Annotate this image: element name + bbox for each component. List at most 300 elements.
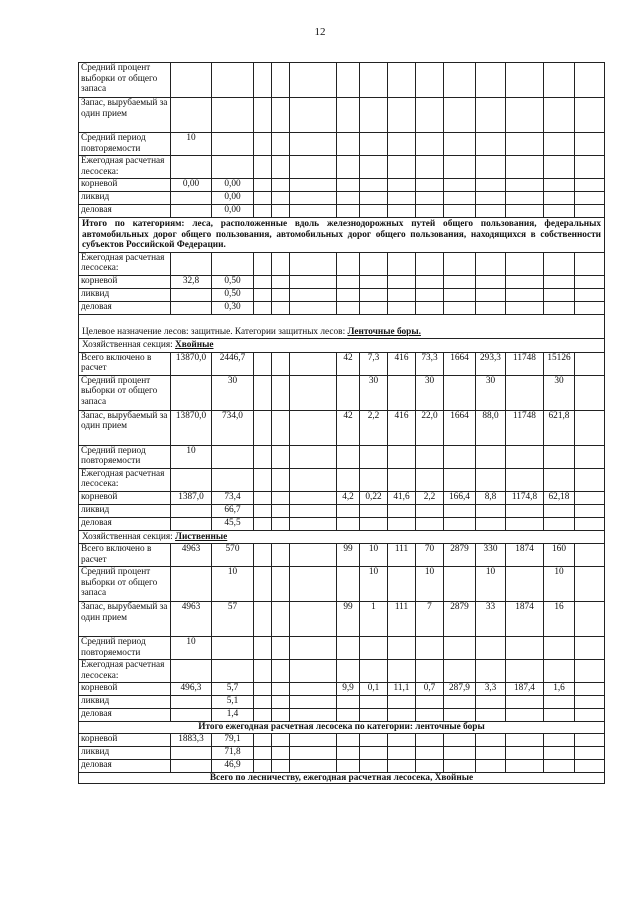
table-cell xyxy=(272,375,290,410)
table-cell xyxy=(416,733,444,746)
table-cell: 15126 xyxy=(544,352,575,375)
section-roadside-forests xyxy=(79,63,605,218)
table-cell xyxy=(388,696,416,709)
table-cell xyxy=(171,301,212,314)
table-cell xyxy=(388,63,416,98)
table-cell xyxy=(476,192,506,205)
economic-section-value: Хвойные xyxy=(175,340,214,350)
table-cell xyxy=(337,179,360,192)
deciduous-heading xyxy=(79,530,605,544)
table-cell: 1664 xyxy=(444,410,476,445)
table-cell xyxy=(575,491,605,504)
economic-section-value: Лиственные xyxy=(175,531,228,542)
table-row xyxy=(79,288,605,301)
table-cell xyxy=(388,709,416,722)
table-cell: 41,6 xyxy=(388,491,416,504)
table-cell xyxy=(506,133,544,156)
table-row xyxy=(79,759,605,772)
table-cell xyxy=(506,746,544,759)
table-cell xyxy=(254,156,272,179)
table-cell: 1664 xyxy=(444,352,476,375)
table-cell xyxy=(476,252,506,275)
table-cell xyxy=(171,660,212,683)
table-cell xyxy=(290,205,337,218)
table-cell: 13870,0 xyxy=(171,410,212,445)
table-cell xyxy=(272,179,290,192)
table-cell xyxy=(254,410,272,445)
table-cell xyxy=(290,301,337,314)
table-cell xyxy=(254,733,272,746)
table-cell xyxy=(272,544,290,567)
table-cell: 99 xyxy=(337,602,360,637)
table-cell xyxy=(444,746,476,759)
table-cell xyxy=(337,205,360,218)
page-number: 12 xyxy=(314,26,326,38)
table-cell: 1174,8 xyxy=(506,491,544,504)
table-cell xyxy=(506,696,544,709)
table-cell xyxy=(171,156,212,179)
table-cell xyxy=(290,98,337,133)
table-cell xyxy=(254,517,272,530)
table-cell xyxy=(416,179,444,192)
table-cell: 570 xyxy=(212,544,254,567)
table-cell: 1387,0 xyxy=(171,491,212,504)
table-cell: 0,30 xyxy=(212,301,254,314)
table-row xyxy=(79,491,605,504)
table-cell xyxy=(544,252,575,275)
table-cell xyxy=(416,205,444,218)
table-cell xyxy=(416,660,444,683)
table-row xyxy=(79,63,605,98)
table-cell xyxy=(290,544,337,567)
table-cell xyxy=(444,179,476,192)
table-cell xyxy=(290,352,337,375)
row-label: Средний процент выборки от общего запаса xyxy=(79,375,171,410)
table-cell xyxy=(388,445,416,468)
table-cell xyxy=(388,567,416,602)
table-cell xyxy=(544,288,575,301)
table-cell: 10 xyxy=(360,544,388,567)
table-cell xyxy=(171,759,212,772)
table-cell xyxy=(416,468,444,491)
table-cell xyxy=(290,709,337,722)
table-cell xyxy=(360,156,388,179)
table-cell xyxy=(171,192,212,205)
table-cell xyxy=(212,133,254,156)
table-cell xyxy=(575,504,605,517)
forest-purpose-value: Ленточные боры. xyxy=(347,326,421,337)
table-row xyxy=(79,468,605,491)
table-cell: 734,0 xyxy=(212,410,254,445)
table-cell: 88,0 xyxy=(476,410,506,445)
table-cell xyxy=(171,63,212,98)
table-cell xyxy=(544,179,575,192)
row-label: Средний период повторяемости xyxy=(79,445,171,468)
table-cell xyxy=(272,696,290,709)
table-cell xyxy=(360,696,388,709)
economic-section-deciduous xyxy=(79,530,605,544)
table-cell xyxy=(575,683,605,696)
table-cell: 1874 xyxy=(506,544,544,567)
table-cell xyxy=(272,517,290,530)
table-row xyxy=(79,352,605,375)
table-row xyxy=(79,98,605,133)
table-cell: 2,2 xyxy=(416,491,444,504)
table-cell xyxy=(388,133,416,156)
table-cell: 10 xyxy=(360,567,388,602)
table-cell xyxy=(254,275,272,288)
table-cell xyxy=(272,275,290,288)
table-cell xyxy=(575,275,605,288)
table-cell: 2879 xyxy=(444,602,476,637)
table-cell xyxy=(506,445,544,468)
table-cell xyxy=(444,517,476,530)
row-label: Ежегодная расчетная лесосека: xyxy=(79,156,171,179)
table-cell xyxy=(444,637,476,660)
table-cell xyxy=(212,637,254,660)
table-cell xyxy=(575,637,605,660)
table-cell xyxy=(272,746,290,759)
table-cell xyxy=(444,504,476,517)
table-row xyxy=(79,205,605,218)
table-cell xyxy=(388,275,416,288)
table-cell xyxy=(575,205,605,218)
table-cell xyxy=(171,288,212,301)
table-cell: 0,7 xyxy=(416,683,444,696)
table-cell xyxy=(544,709,575,722)
table-cell xyxy=(272,504,290,517)
table-cell xyxy=(444,567,476,602)
row-label: Запас, вырубаемый за один прием xyxy=(79,410,171,445)
table-cell xyxy=(506,179,544,192)
table-row xyxy=(79,746,605,759)
category-total-title: Итого по категориям: леса, расположенные вдоль железнодорожных путей общего пользования, федеральных автомобильных дорог общего пользования, автомобильных дорог общего пользования, находящихся в собственности субъектов Российской Федерации. xyxy=(79,218,605,253)
table-cell xyxy=(388,517,416,530)
table-cell xyxy=(416,252,444,275)
table-cell xyxy=(337,709,360,722)
table-cell xyxy=(476,205,506,218)
table-cell xyxy=(272,352,290,375)
table-cell xyxy=(575,156,605,179)
table-cell xyxy=(444,252,476,275)
table-cell: 71,8 xyxy=(212,746,254,759)
table-cell xyxy=(544,637,575,660)
table-cell xyxy=(171,504,212,517)
table-cell xyxy=(544,133,575,156)
table-row xyxy=(79,410,605,445)
table-cell xyxy=(272,660,290,683)
table-cell xyxy=(544,98,575,133)
table-cell: 496,3 xyxy=(171,683,212,696)
table-cell xyxy=(544,445,575,468)
row-label: деловая xyxy=(79,759,171,772)
table-cell xyxy=(254,352,272,375)
table-cell xyxy=(476,517,506,530)
row-label: Запас, вырубаемый за один прием xyxy=(79,98,171,133)
table-cell xyxy=(575,63,605,98)
table-cell xyxy=(444,445,476,468)
table-cell xyxy=(337,696,360,709)
table-cell: 30 xyxy=(544,375,575,410)
table-cell xyxy=(506,63,544,98)
table-cell xyxy=(337,375,360,410)
table-cell xyxy=(506,709,544,722)
table-cell: 9,9 xyxy=(337,683,360,696)
table-cell: 30 xyxy=(212,375,254,410)
row-label: корневой xyxy=(79,683,171,696)
table-cell: 30 xyxy=(360,375,388,410)
table-cell xyxy=(476,709,506,722)
table-cell: 287,9 xyxy=(444,683,476,696)
table-cell xyxy=(171,468,212,491)
table-cell: 111 xyxy=(388,544,416,567)
district-total-heading xyxy=(79,772,605,784)
district-total-title: Всего по лесничеству, ежегодная расчетная лесосека, Хвойные xyxy=(79,772,605,784)
table-cell xyxy=(337,288,360,301)
table-cell xyxy=(290,637,337,660)
row-label: корневой xyxy=(79,733,171,746)
table-cell xyxy=(360,637,388,660)
table-cell xyxy=(272,491,290,504)
table-cell: 166,4 xyxy=(444,491,476,504)
table-cell xyxy=(575,544,605,567)
table-cell xyxy=(290,759,337,772)
table-cell xyxy=(360,205,388,218)
table-cell xyxy=(476,63,506,98)
forest-purpose-line xyxy=(79,314,605,339)
table-cell xyxy=(444,156,476,179)
table-cell xyxy=(544,192,575,205)
row-label: Ежегодная расчетная лесосека: xyxy=(79,252,171,275)
row-label: ликвид xyxy=(79,504,171,517)
row-label: Средний период повторяемости xyxy=(79,637,171,660)
table-cell: 0,00 xyxy=(212,192,254,205)
table-cell xyxy=(254,179,272,192)
table-cell xyxy=(388,637,416,660)
table-cell xyxy=(575,192,605,205)
table-cell xyxy=(290,733,337,746)
table-cell: 0,22 xyxy=(360,491,388,504)
table-cell: 3,3 xyxy=(476,683,506,696)
table-cell xyxy=(272,709,290,722)
table-cell: 0,1 xyxy=(360,683,388,696)
table-cell xyxy=(171,98,212,133)
table-cell xyxy=(337,252,360,275)
table-cell: 5,1 xyxy=(212,696,254,709)
table-cell xyxy=(575,733,605,746)
table-cell xyxy=(290,375,337,410)
table-cell xyxy=(575,410,605,445)
section-conifer xyxy=(79,352,605,530)
table-row xyxy=(79,133,605,156)
table-cell xyxy=(272,410,290,445)
table-cell xyxy=(506,275,544,288)
table-cell xyxy=(254,696,272,709)
table-cell xyxy=(544,468,575,491)
table-cell xyxy=(171,375,212,410)
table-cell: 621,8 xyxy=(544,410,575,445)
table-cell xyxy=(506,517,544,530)
row-label: ликвид xyxy=(79,696,171,709)
table-row xyxy=(79,375,605,410)
table-cell xyxy=(360,63,388,98)
table-cell xyxy=(575,602,605,637)
table-cell xyxy=(337,63,360,98)
table-cell xyxy=(388,759,416,772)
table-cell: 45,5 xyxy=(212,517,254,530)
table-cell: 416 xyxy=(388,410,416,445)
table-cell xyxy=(476,759,506,772)
table-cell xyxy=(444,288,476,301)
row-label: Всего включено в расчет xyxy=(79,352,171,375)
table-cell xyxy=(544,205,575,218)
table-cell xyxy=(544,504,575,517)
table-cell xyxy=(171,517,212,530)
table-cell xyxy=(476,445,506,468)
table-cell xyxy=(290,696,337,709)
table-cell xyxy=(444,192,476,205)
table-cell xyxy=(254,133,272,156)
table-cell: 33 xyxy=(476,602,506,637)
table-row xyxy=(79,179,605,192)
table-cell xyxy=(254,63,272,98)
table-cell xyxy=(544,275,575,288)
table-row xyxy=(79,567,605,602)
economic-section-conifer xyxy=(79,339,605,353)
forest-purpose-prefix: Целевое назначение лесов: защитные. Категории защитных лесов: xyxy=(82,326,348,337)
row-label: Всего включено в расчет xyxy=(79,544,171,567)
table-cell xyxy=(506,156,544,179)
economic-section-prefix: Хозяйственная секция: xyxy=(82,531,176,542)
section-category-total xyxy=(79,252,605,314)
table-cell xyxy=(575,301,605,314)
table-row xyxy=(79,252,605,275)
table-cell xyxy=(476,179,506,192)
table-cell xyxy=(212,660,254,683)
table-cell xyxy=(290,491,337,504)
table-cell xyxy=(575,445,605,468)
table-cell: 73,3 xyxy=(416,352,444,375)
table-cell xyxy=(272,602,290,637)
table-cell xyxy=(254,637,272,660)
table-cell xyxy=(337,301,360,314)
table-cell xyxy=(171,567,212,602)
row-label: Ежегодная расчетная лесосека: xyxy=(79,468,171,491)
table-cell: 46,9 xyxy=(212,759,254,772)
table-cell xyxy=(272,567,290,602)
table-cell xyxy=(290,192,337,205)
table-cell xyxy=(506,205,544,218)
table-cell xyxy=(290,602,337,637)
table-cell: 11,1 xyxy=(388,683,416,696)
table-cell xyxy=(388,205,416,218)
table-cell xyxy=(360,301,388,314)
row-label: ликвид xyxy=(79,288,171,301)
table-cell xyxy=(272,63,290,98)
table-cell xyxy=(388,660,416,683)
table-row xyxy=(79,156,605,179)
table-cell xyxy=(476,504,506,517)
table-cell: 293,3 xyxy=(476,352,506,375)
table-cell xyxy=(360,759,388,772)
table-row xyxy=(79,544,605,567)
table-row xyxy=(79,696,605,709)
table-cell xyxy=(444,301,476,314)
table-cell: 10 xyxy=(171,637,212,660)
table-cell: 4,2 xyxy=(337,491,360,504)
table-cell xyxy=(506,660,544,683)
table-cell xyxy=(254,504,272,517)
table-cell: 4963 xyxy=(171,544,212,567)
table-cell: 11748 xyxy=(506,410,544,445)
table-cell: 16 xyxy=(544,602,575,637)
table-cell: 187,4 xyxy=(506,683,544,696)
table-cell xyxy=(388,375,416,410)
table-cell xyxy=(212,63,254,98)
table-cell xyxy=(272,156,290,179)
table-cell xyxy=(416,445,444,468)
table-cell xyxy=(337,156,360,179)
table-cell xyxy=(272,637,290,660)
table-cell xyxy=(360,192,388,205)
table-cell xyxy=(254,683,272,696)
row-label: корневой xyxy=(79,491,171,504)
table-cell xyxy=(444,709,476,722)
table-cell xyxy=(416,275,444,288)
section-deciduous xyxy=(79,544,605,722)
table-cell xyxy=(290,660,337,683)
table-cell xyxy=(254,192,272,205)
table-cell xyxy=(444,660,476,683)
table-cell xyxy=(388,156,416,179)
table-row xyxy=(79,709,605,722)
table-row xyxy=(79,637,605,660)
table-cell xyxy=(360,288,388,301)
table-cell xyxy=(506,759,544,772)
table-cell: 0,50 xyxy=(212,288,254,301)
table-cell xyxy=(444,133,476,156)
table-cell xyxy=(212,252,254,275)
table-cell xyxy=(171,709,212,722)
row-label: корневой xyxy=(79,275,171,288)
table-row xyxy=(79,301,605,314)
section-ribbon-total xyxy=(79,733,605,772)
table-cell xyxy=(360,746,388,759)
table-cell xyxy=(254,709,272,722)
table-cell xyxy=(444,733,476,746)
table-cell xyxy=(444,98,476,133)
table-row xyxy=(79,504,605,517)
table-cell xyxy=(171,696,212,709)
table-cell xyxy=(337,637,360,660)
table-cell xyxy=(254,288,272,301)
table-cell xyxy=(254,602,272,637)
table-cell xyxy=(416,759,444,772)
table-cell xyxy=(544,517,575,530)
category-total-heading xyxy=(79,218,605,253)
table-cell: 7 xyxy=(416,602,444,637)
table-cell: 0,00 xyxy=(212,179,254,192)
table-cell: 30 xyxy=(416,375,444,410)
ribbon-total-heading xyxy=(79,722,605,734)
table-cell xyxy=(212,98,254,133)
table-cell: 0,50 xyxy=(212,275,254,288)
table-cell: 1883,3 xyxy=(171,733,212,746)
table-cell: 62,18 xyxy=(544,491,575,504)
row-label: корневой xyxy=(79,179,171,192)
table-cell xyxy=(290,288,337,301)
table-cell xyxy=(337,133,360,156)
